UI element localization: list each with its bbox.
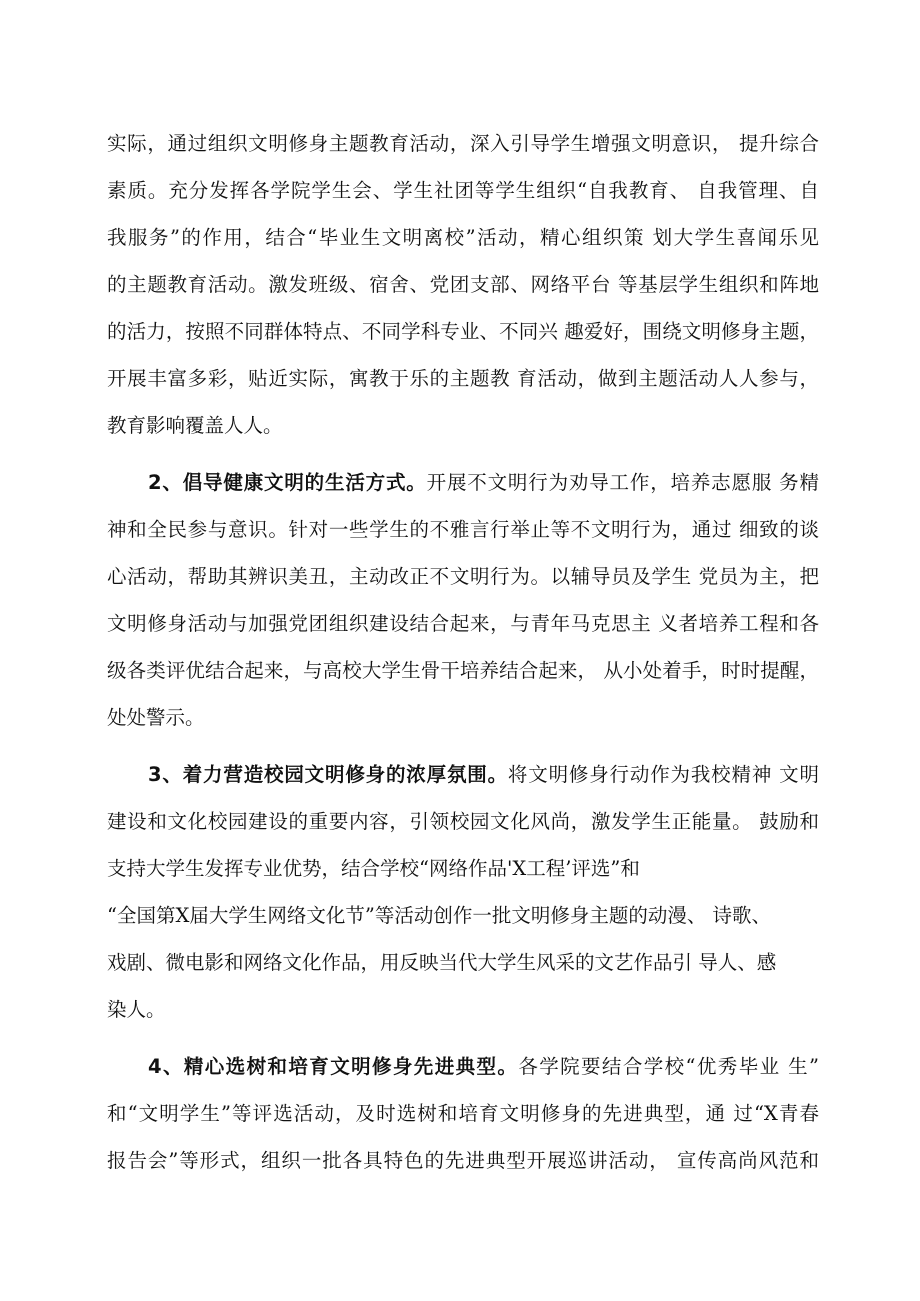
paragraph-line: 处处警示。: [107, 706, 205, 729]
paragraph-line: 的主题教育活动。激发班级、宿舍、党团支部、网络平台 等基层学生组织和阵地: [107, 273, 819, 296]
paragraph-line: 素质。充分发挥各学院学生会、学生社团等学生组织“自我教育、 自我管理、自: [107, 179, 819, 202]
paragraph-line: 开展丰富多彩，贴近实际，寓教于乐的主题教 育活动，做到主题活动人人参与，: [107, 367, 819, 390]
paragraph-text: 各学院要结合学校“优秀毕业 生”: [518, 1055, 819, 1078]
section-heading: 2、倡导健康文明的生活方式。: [148, 471, 427, 494]
paragraph-text: 将文明修身行动作为我校精神 文明: [507, 763, 819, 786]
paragraph-line: 级各类评优结合起来，与高校大学生骨干培养结合起来， 从小处着手，时时提醒，: [107, 659, 819, 682]
paragraph-line: 实际，通过组织文明修身主题教育活动，深入引导学生增强文明意识， 提升综合: [107, 132, 819, 155]
section-heading: 3、着力营造校园文明修身的浓厚氛围。: [148, 763, 508, 786]
paragraph-line: 心活动，帮助其辨识美丑，主动改正不文明行为。以辅导员及学生 党员为主，把: [107, 565, 819, 588]
paragraph-line: 报告会”等形式，组织一批各具特色的先进典型开展巡讲活动， 宣传高尚风范和: [107, 1149, 819, 1172]
paragraph-first-line: [148, 466, 819, 500]
paragraph-first-line: [148, 758, 819, 792]
paragraph-text: 开展不文明行为劝导工作，培养志愿服 务精: [426, 471, 819, 494]
paragraph-line: 支持大学生发挥专业优势，结合学校“网络作品'X工程’评选”和: [107, 857, 640, 880]
paragraph-line: 文明修身活动与加强党团组织建设结合起来，与青年马克思主 义者培养工程和各: [107, 612, 819, 635]
paragraph-line: 和“文明学生”等评选活动，及时选树和培育文明修身的先进典型，通 过“X青春: [107, 1102, 819, 1125]
paragraph-line: 建设和文化校园建设的重要内容，引领校园文化风尚，激发学生正能量。 鼓励和: [107, 810, 819, 833]
paragraph-line: 我服务”的作用，结合“毕业生文明离校”活动，精心组织策 划大学生喜闻乐见: [107, 226, 819, 249]
paragraph-line: 教育影响覆盖人人。: [107, 414, 283, 437]
paragraph-first-line: [148, 1050, 819, 1084]
paragraph-line: 戏剧、微电影和网络文化作品，用反映当代大学生风采的文艺作品引 导人、感: [107, 951, 777, 974]
section-heading: 4、精心选树和培育文明修身先进典型。: [148, 1055, 519, 1078]
paragraph-line: “全国第X届大学生网络文化节”等活动创作一批文明修身主题的动漫、 诗歌、: [107, 904, 772, 927]
paragraph-line: 神和全民参与意识。针对一些学生的不雅言行举止等不文明行为，通过 细致的谈: [107, 518, 819, 541]
paragraph-line: 的活力，按照不同群体特点、不同学科专业、不同兴 趣爱好，围绕文明修身主题，: [107, 320, 819, 343]
paragraph-line: 染人。: [107, 998, 166, 1021]
